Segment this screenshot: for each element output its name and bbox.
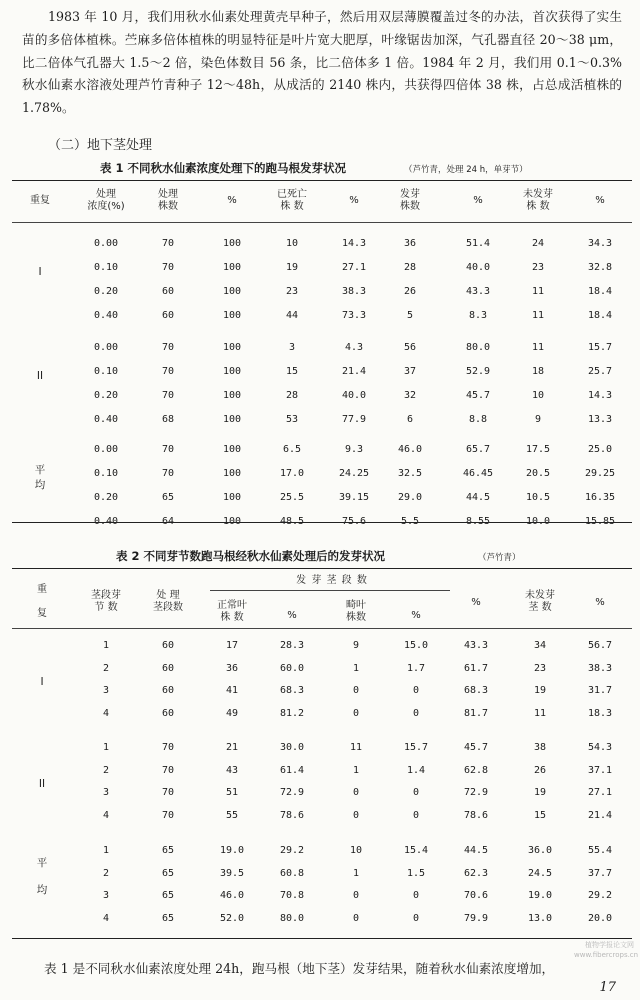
table2-cell: 0 <box>412 912 420 924</box>
table1-cell: 100 <box>222 468 242 479</box>
table1-cell: 18 <box>531 366 545 377</box>
table2-cell: 1.5 <box>406 867 426 879</box>
table1-cell: 23 <box>531 262 545 273</box>
table1-cell: 70 <box>161 390 175 401</box>
table2-cell: 10 <box>349 845 363 856</box>
table2-cell: 60 <box>161 685 175 696</box>
table1-bottom-rule <box>12 522 632 523</box>
table2-cell: 60 <box>161 707 175 719</box>
table2-cell: 3 <box>102 787 110 798</box>
table1-cell: 10.0 <box>525 516 551 527</box>
table1-cell: 20.5 <box>525 468 551 479</box>
table1-cell: 65.7 <box>465 444 491 455</box>
table2-cell: 0 <box>412 707 420 719</box>
table1-cell: 77.9 <box>341 414 367 425</box>
table1-cell: 100 <box>222 310 242 321</box>
table2-cell: 60 <box>161 662 175 674</box>
table1-cell: 70 <box>161 238 175 249</box>
table1-cell: 15.7 <box>587 342 613 353</box>
table2-cell: 62.3 <box>463 867 489 879</box>
table2-cell: 15.0 <box>403 640 429 651</box>
table1-cell: 100 <box>222 342 242 353</box>
intro-text: 1983 年 10 月，我们用秋水仙素处理黄壳早种子，然后用双层薄膜覆盖过冬的办法，首次获得了实生苗的多倍体植株。苎麻多倍体植株的明显特征是叶片宽大肥厚，叶缘锯齿加深，气孔器直径 20～38 μm，比二倍体气孔器大 1.5～2 倍，染色体数目 56 条，比二倍体多 1 倍。1984 年 2 月，我们用 0.1～0.3% 秋水仙素水溶液处理芦竹青种子 12～48h，从成活的 2140 株内，共获得四倍体 38 株，占总成活植株的 1.78%。 <box>22 9 622 116</box>
table1-cell: 32 <box>403 390 417 401</box>
table2-cell: 30.0 <box>279 742 305 753</box>
table2-cell: 28.3 <box>279 640 305 651</box>
table1-group-label: I <box>38 266 42 278</box>
table1-cell: 8.8 <box>468 414 488 425</box>
table2-cell: 1.4 <box>406 764 426 776</box>
table1-header-cell: 重复 <box>30 195 50 206</box>
table1-cell: 36 <box>403 238 417 249</box>
table2-cell: 70 <box>161 809 175 821</box>
table1-header-cell: % <box>349 195 359 206</box>
table2-header-total-pct: % <box>471 597 481 608</box>
table2-cell: 34 <box>533 640 547 651</box>
table2-cell: 0 <box>412 685 420 696</box>
table2-cell: 3 <box>102 890 110 901</box>
table2-header-count: 处 理 茎段数 <box>153 590 183 613</box>
table2-note: （芦竹青） <box>478 553 521 563</box>
table1-cell: 70 <box>161 444 175 455</box>
table2-cell: 49 <box>225 707 239 719</box>
table2-top-rule <box>12 568 632 569</box>
table1-cell: 10 <box>531 390 545 401</box>
table2-cell: 72.9 <box>463 787 489 798</box>
table1-cell: 51.4 <box>465 238 491 249</box>
table2-cell: 1 <box>102 640 110 651</box>
table2-cell: 65 <box>161 890 175 901</box>
table2-cell: 19.0 <box>219 845 245 856</box>
table1-cell: 44.5 <box>465 492 491 503</box>
section-title: （二）地下茎处理 <box>48 138 153 153</box>
table2-cell: 65 <box>161 845 175 856</box>
table2-cell: 70.6 <box>463 890 489 901</box>
table2-header-not: 未发芽 茎 数 <box>525 590 555 613</box>
table1-cell: 14.3 <box>587 390 613 401</box>
table1-cell: 100 <box>222 444 242 455</box>
table1-cell: 0.20 <box>93 286 119 297</box>
table1-cell: 23 <box>285 286 299 297</box>
table1-cell: 3 <box>288 342 296 353</box>
table2-cell: 4 <box>102 707 110 719</box>
table1-cell: 68 <box>161 414 175 425</box>
table1-cell: 0.00 <box>93 342 119 353</box>
table2-cell: 70 <box>161 764 175 776</box>
table2-cell: 60.8 <box>279 867 305 879</box>
table2-cell: 70.8 <box>279 890 305 901</box>
table1-cell: 0.40 <box>93 310 119 321</box>
table1-cell: 34.3 <box>587 238 613 249</box>
table2-header-not-pct: % <box>595 597 605 608</box>
table1-cell: 13.3 <box>587 414 613 425</box>
table1-cell: 70 <box>161 468 175 479</box>
table2-cell: 0 <box>352 685 360 696</box>
table2-cell: 60 <box>161 640 175 651</box>
table2-cell: 19.0 <box>527 890 553 901</box>
table2-cell: 70 <box>161 787 175 798</box>
table1-cell: 0.10 <box>93 262 119 273</box>
table1-cell: 0.20 <box>93 390 119 401</box>
table1-cell: 5 <box>406 310 414 321</box>
table1-cell: 0.10 <box>93 468 119 479</box>
table2-cell: 43 <box>225 764 239 776</box>
table2-cell: 9 <box>352 640 360 651</box>
table2-cell: 54.3 <box>587 742 613 753</box>
table2-cell: 70 <box>161 742 175 753</box>
table2-cell: 0 <box>352 809 360 821</box>
table1-cell: 5.5 <box>400 516 420 527</box>
table1-cell: 45.7 <box>465 390 491 401</box>
table1-cell: 100 <box>222 286 242 297</box>
table2-cell: 36.0 <box>527 845 553 856</box>
page-number: 17 <box>599 980 616 995</box>
table2-cell: 37.7 <box>587 867 613 879</box>
table2-cell: 0 <box>352 912 360 924</box>
table2-cell: 38 <box>533 742 547 753</box>
table2-cell: 0 <box>352 707 360 719</box>
table1-cell: 29.25 <box>584 468 616 479</box>
table2-bottom-rule <box>12 938 632 939</box>
table1-cell: 53 <box>285 414 299 425</box>
table2-cell: 0 <box>352 787 360 798</box>
table1-cell: 100 <box>222 516 242 527</box>
table2-cell: 15.4 <box>403 845 429 856</box>
table1-header-cell: 已死亡 株 数 <box>277 189 307 212</box>
table1-cell: 32.8 <box>587 262 613 273</box>
table1-cell: 24.25 <box>338 468 370 479</box>
table2-cell: 0 <box>412 890 420 901</box>
table2-cell: 20.0 <box>587 912 613 924</box>
table1-cell: 100 <box>222 238 242 249</box>
table2-cell: 2 <box>102 764 110 776</box>
table1-cell: 100 <box>222 492 242 503</box>
table1-cell: 56 <box>403 342 417 353</box>
intro-paragraph <box>22 6 622 120</box>
table1-caption: 表 1 不同秋水仙素浓度处理下的跑马根发芽状况 <box>100 161 347 175</box>
table2-cell: 55.4 <box>587 845 613 856</box>
table2-cell: 11 <box>533 707 547 719</box>
table2-cell: 61.7 <box>463 662 489 674</box>
table1-cell: 17.5 <box>525 444 551 455</box>
table2-cell: 21 <box>225 742 239 753</box>
table2-cell: 60.0 <box>279 662 305 674</box>
table1-cell: 100 <box>222 414 242 425</box>
table1-cell: 0.20 <box>93 492 119 503</box>
table2-cell: 23 <box>533 662 547 674</box>
table1-cell: 0.40 <box>93 516 119 527</box>
table2-cell: 72.9 <box>279 787 305 798</box>
table1-cell: 25.0 <box>587 444 613 455</box>
table2-cell: 21.4 <box>587 809 613 821</box>
table2-cell: 56.7 <box>587 640 613 651</box>
table1-header-cell: 处理 浓度(%) <box>87 189 125 212</box>
table2-cell: 37.1 <box>587 764 613 776</box>
table1-cell: 21.4 <box>341 366 367 377</box>
table1-cell: 16.35 <box>584 492 616 503</box>
table2-cell: 1 <box>352 662 360 674</box>
table2-cell: 79.9 <box>463 912 489 924</box>
watermark: 植物学报论文网 www.fibercrops.cn <box>574 941 639 959</box>
table1-cell: 15 <box>285 366 299 377</box>
table2-cell: 1 <box>102 742 110 753</box>
table2-header-pct: % <box>287 610 297 621</box>
table2-cell: 1 <box>102 845 110 856</box>
table2-cell: 80.0 <box>279 912 305 924</box>
table2-cell: 11 <box>349 742 363 753</box>
table2-group-label: I <box>40 676 44 688</box>
table1-cell: 32.5 <box>397 468 423 479</box>
table1-cell: 37 <box>403 366 417 377</box>
table1-cell: 10 <box>285 238 299 249</box>
table1-cell: 64 <box>161 516 175 527</box>
table1-cell: 40.0 <box>465 262 491 273</box>
table2-cell: 26 <box>533 764 547 776</box>
table1-header-rule <box>12 222 632 223</box>
table1-cell: 46.45 <box>462 468 494 479</box>
table1-header-cell: % <box>227 195 237 206</box>
table1-note: （芦竹青，处理 24 h，单芽节） <box>404 165 528 175</box>
table1-cell: 9 <box>534 414 542 425</box>
table2-cell: 43.3 <box>463 640 489 651</box>
table2-cell: 27.1 <box>587 787 613 798</box>
table1-cell: 100 <box>222 390 242 401</box>
table1-cell: 9.3 <box>344 444 364 455</box>
table2-cell: 1 <box>352 867 360 879</box>
table2-header-rule <box>12 628 632 629</box>
table1-header-cell: % <box>473 195 483 206</box>
table2-cell: 15 <box>533 809 547 821</box>
table1-header-cell: 处理 株数 <box>158 189 178 212</box>
table2-cell: 45.7 <box>463 742 489 753</box>
table1-cell: 17.0 <box>279 468 305 479</box>
table2-group-label: II <box>38 778 46 790</box>
table2-cell: 1.7 <box>406 662 426 674</box>
table2-cell: 0 <box>352 890 360 901</box>
table2-cell: 68.3 <box>279 685 305 696</box>
table1-cell: 75.6 <box>341 516 367 527</box>
table2-cell: 3 <box>102 685 110 696</box>
table1-cell: 44 <box>285 310 299 321</box>
table2-cell: 52.0 <box>219 912 245 924</box>
table2-cell: 62.8 <box>463 764 489 776</box>
table2-caption: 表 2 不同芽节数跑马根经秋水仙素处理后的发芽状况 <box>116 549 386 563</box>
table1-cell: 15.85 <box>584 516 616 527</box>
table1-cell: 70 <box>161 342 175 353</box>
table1-cell: 43.3 <box>465 286 491 297</box>
table2-group-label: 平 均 <box>36 857 48 896</box>
table2-cell: 55 <box>225 809 239 821</box>
table2-cell: 1 <box>352 764 360 776</box>
table1-cell: 48.5 <box>279 516 305 527</box>
table1-cell: 80.0 <box>465 342 491 353</box>
table2-cell: 19 <box>533 787 547 798</box>
table2-cell: 2 <box>102 662 110 674</box>
table2-cell: 44.5 <box>463 845 489 856</box>
table1-cell: 100 <box>222 366 242 377</box>
table1-cell: 18.4 <box>587 310 613 321</box>
table2-cell: 31.7 <box>587 685 613 696</box>
table2-header-span: 发 芽 茎 段 数 <box>296 575 368 586</box>
table2-cell: 2 <box>102 867 110 879</box>
table1-cell: 0.10 <box>93 366 119 377</box>
table1-cell: 60 <box>161 286 175 297</box>
table2-cell: 51 <box>225 787 239 798</box>
table2-span-rule <box>210 590 450 591</box>
table1-cell: 0.00 <box>93 444 119 455</box>
table1-cell: 24 <box>531 238 545 249</box>
table2-cell: 61.4 <box>279 764 305 776</box>
table1-cell: 10.5 <box>525 492 551 503</box>
table1-header-cell: % <box>595 195 605 206</box>
table2-header-pct2: % <box>411 610 421 621</box>
table1-cell: 25.7 <box>587 366 613 377</box>
table1-cell: 0.00 <box>93 238 119 249</box>
table1-cell: 28 <box>403 262 417 273</box>
table2-cell: 29.2 <box>279 845 305 856</box>
table2-cell: 41 <box>225 685 239 696</box>
table1-cell: 6 <box>406 414 414 425</box>
table1-cell: 26 <box>403 286 417 297</box>
table2-cell: 4 <box>102 809 110 821</box>
table1-cell: 28 <box>285 390 299 401</box>
table1-cell: 6.5 <box>282 444 302 455</box>
table1-cell: 18.4 <box>587 286 613 297</box>
table2-cell: 17 <box>225 640 239 651</box>
table2-cell: 4 <box>102 912 110 924</box>
table2-cell: 78.6 <box>463 809 489 821</box>
table2-header-abnormal: 畸叶 株数 <box>346 600 366 623</box>
table1-header-cell: 未发芽 株 数 <box>523 189 553 212</box>
table1-header-cell: 发芽 株数 <box>400 189 420 212</box>
table1-cell: 70 <box>161 366 175 377</box>
table1-cell: 11 <box>531 310 545 321</box>
table2-cell: 15.7 <box>403 742 429 753</box>
table1-cell: 40.0 <box>341 390 367 401</box>
table2-header-normal: 正常叶 株 数 <box>217 600 247 623</box>
table2-cell: 19 <box>533 685 547 696</box>
table1-cell: 52.9 <box>465 366 491 377</box>
table1-cell: 27.1 <box>341 262 367 273</box>
table2-cell: 46.0 <box>219 890 245 901</box>
table1-cell: 8.55 <box>465 516 491 527</box>
table2-cell: 65 <box>161 912 175 924</box>
table2-cell: 13.0 <box>527 912 553 924</box>
table2-header-rep: 重 复 <box>37 584 47 619</box>
table2-cell: 0 <box>412 787 420 798</box>
table2-cell: 38.3 <box>587 662 613 674</box>
table1-cell: 70 <box>161 262 175 273</box>
table2-cell: 29.2 <box>587 890 613 901</box>
table1-cell: 65 <box>161 492 175 503</box>
table2-cell: 81.7 <box>463 707 489 719</box>
table1-cell: 25.5 <box>279 492 305 503</box>
table1-cell: 100 <box>222 262 242 273</box>
table1-top-rule <box>12 180 632 181</box>
table2-cell: 18.3 <box>587 707 613 719</box>
table2-cell: 36 <box>225 662 239 674</box>
table1-cell: 46.0 <box>397 444 423 455</box>
table1-group-label: II <box>36 370 44 382</box>
table2-cell: 0 <box>412 809 420 821</box>
table2-cell: 24.5 <box>527 867 553 879</box>
table2-cell: 39.5 <box>219 867 245 879</box>
table1-cell: 4.3 <box>344 342 364 353</box>
table1-cell: 8.3 <box>468 310 488 321</box>
table1-cell: 14.3 <box>341 238 367 249</box>
footer-text: 表 1 是不同秋水仙素浓度处理 24h，跑马根（地下茎）发芽结果，随着秋水仙素浓度增加， <box>44 961 555 976</box>
table1-cell: 11 <box>531 342 545 353</box>
table1-cell: 39.15 <box>338 492 370 503</box>
table1-cell: 29.0 <box>397 492 423 503</box>
table2-cell: 68.3 <box>463 685 489 696</box>
table1-cell: 38.3 <box>341 286 367 297</box>
table1-cell: 0.40 <box>93 414 119 425</box>
table1-cell: 73.3 <box>341 310 367 321</box>
table2-cell: 81.2 <box>279 707 305 719</box>
table1-cell: 11 <box>531 286 545 297</box>
table2-header-nodes: 茎段芽 节 数 <box>91 590 121 613</box>
table1-cell: 60 <box>161 310 175 321</box>
table2-cell: 65 <box>161 867 175 879</box>
table1-group-label: 平 均 <box>34 464 46 491</box>
table2-cell: 78.6 <box>279 809 305 821</box>
table1-cell: 19 <box>285 262 299 273</box>
